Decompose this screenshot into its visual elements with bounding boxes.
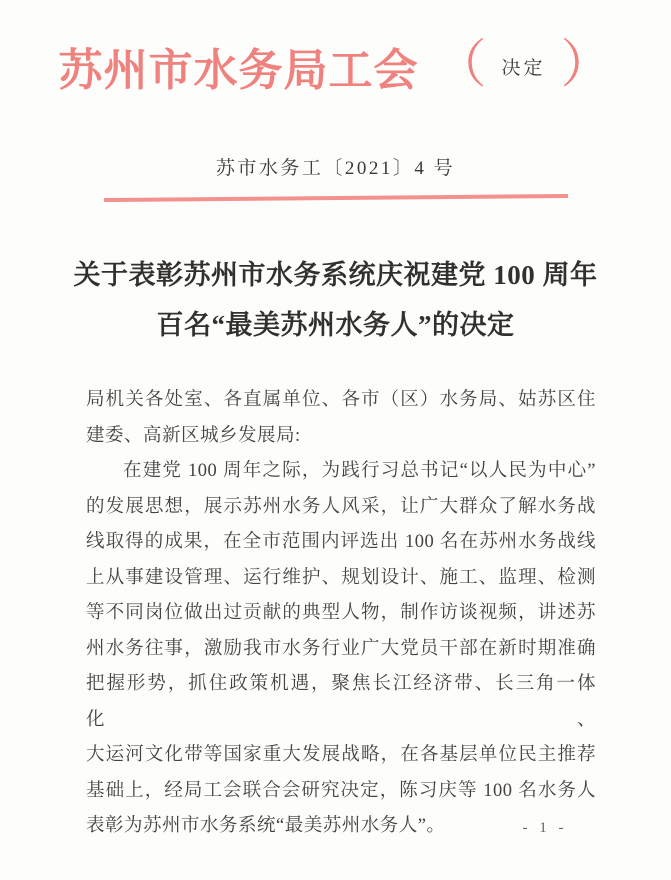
body-paragraph xyxy=(86,454,596,845)
org-name: 苏州市水务局工会 xyxy=(58,46,419,95)
page-number: - 1 - xyxy=(522,820,568,836)
text-line: 的发展思想，展示苏州水务人风采，让广大群众了解水务战 xyxy=(86,496,596,517)
title-line-2: 百名“最美苏州水务人”的决定 xyxy=(156,310,515,340)
doc-number: 苏市水务工〔2021〕4 号 xyxy=(215,158,456,179)
text-line: 把握形势，抓住政策机遇，聚焦长江经济带、长三角一体化、 xyxy=(86,674,596,730)
text-line: 基础上，经局工会联合会研究决定，陈习庆等 100 名水务人 xyxy=(86,780,596,801)
paren-close: ） xyxy=(560,37,613,94)
text-line: 州水务往事，激励我市水务行业广大党员干部在新时期准确 xyxy=(86,638,596,659)
red-divider-line xyxy=(103,194,567,202)
text-line: 大运河文化带等国家重大发展战略，在各基层单位民主推荐 xyxy=(86,745,596,765)
salutation xyxy=(86,383,596,454)
text-line: 上从事建设管理、运行维护、规划设计、施工、监理、检测 xyxy=(86,567,596,588)
text-line: 建委、高新区城乡发展局: xyxy=(86,425,301,446)
text-line: 表彰为苏州市水务系统“最美苏州水务人”。 xyxy=(86,816,446,836)
title-line-1: 关于表彰苏州市水务系统庆祝建党 100 周年 xyxy=(73,260,598,290)
document-body xyxy=(86,383,596,845)
text-line: 在建党 100 周年之际，为践行习总书记“以人民为中心” xyxy=(123,461,596,481)
doc-type-label: 决定 xyxy=(501,57,546,79)
document-title xyxy=(0,250,671,350)
text-line: 线取得的成果，在全市范围内评选出 100 名在苏州水务战线 xyxy=(86,532,596,552)
text-line: 局机关各处室、各直属单位、各市（区）水务局、姑苏区住 xyxy=(86,390,596,410)
text-line: 等不同岗位做出过贡献的典型人物，制作访谈视频，讲述苏 xyxy=(86,603,596,623)
document-letterhead xyxy=(0,28,671,104)
paren-open: （ xyxy=(434,37,487,94)
